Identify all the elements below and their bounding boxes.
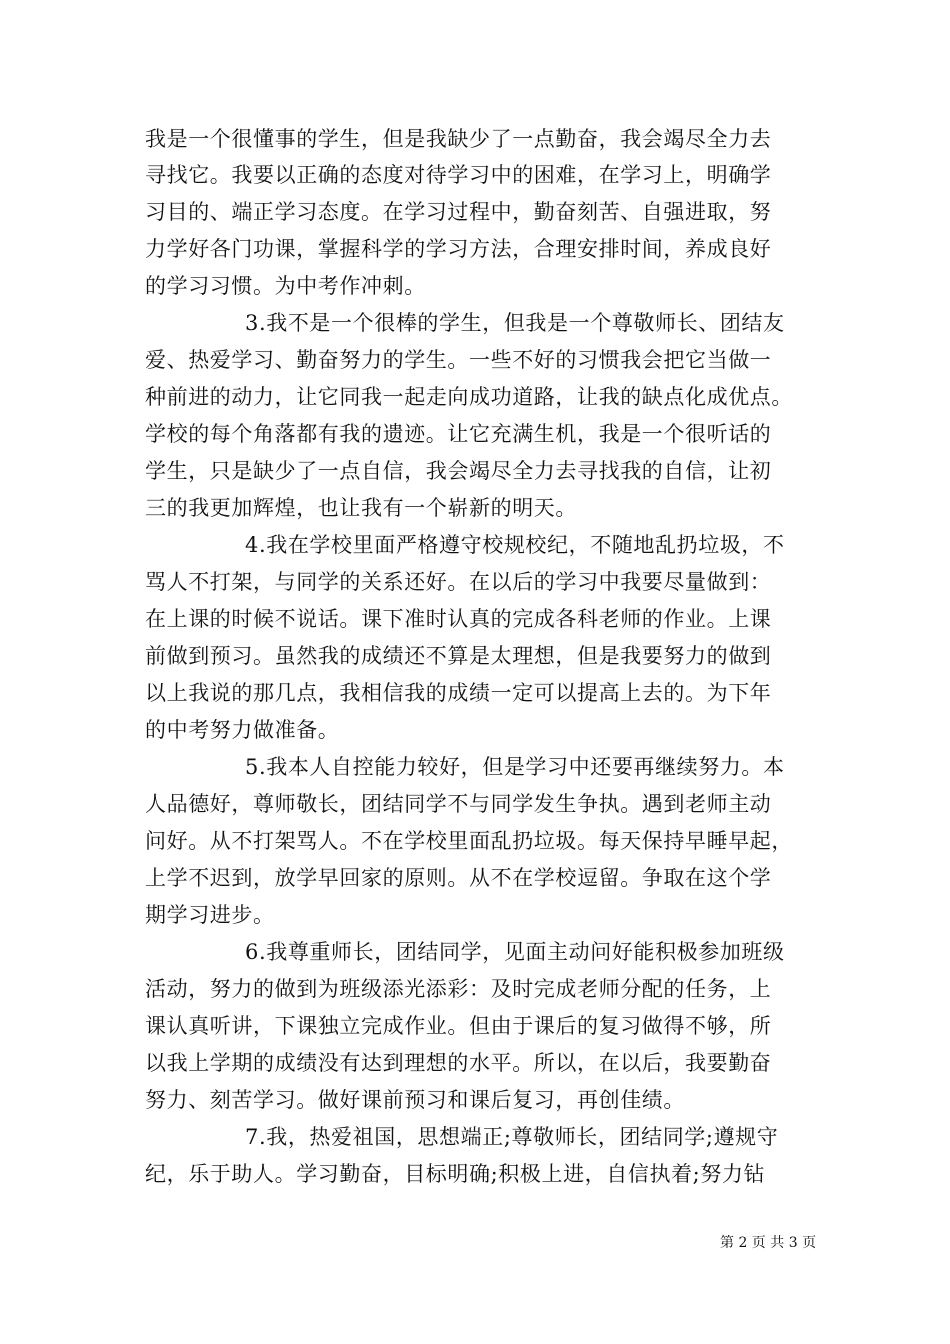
text-line: 纪，乐于助人。学习勤奋，目标明确;积极上进，自信执着;努力钻 [145, 1162, 766, 1186]
text-line: 人品德好，尊师敬长，团结同学不与同学发生争执。遇到老师主动 [145, 792, 772, 816]
text-line: 习目的、端正学习态度。在学习过程中，勤奋刻苦、自强进取，努 [145, 200, 772, 224]
text-line: 在上课的时候不说话。课下准时认真的完成各科老师的作业。上课 [145, 607, 772, 631]
text-line: 上学不迟到，放学早回家的原则。从不在学校逗留。争取在这个学 [145, 866, 772, 890]
page-number-footer: 第 2 页 共 3 页 [720, 1235, 817, 1251]
paragraph-3-first-line: 3.我不是一个很棒的学生，但我是一个尊敬师长、团结友 [245, 311, 785, 335]
text-line: 骂人不打架，与同学的关系还好。在以后的学习中我要尽量做到： [145, 570, 772, 594]
paragraph-4-first-line: 4.我在学校里面严格遵守校规校纪，不随地乱扔垃圾，不 [245, 533, 785, 557]
text-line: 活动，努力的做到为班级添光添彩：及时完成老师分配的任务，上 [145, 977, 772, 1001]
text-line: 努力、刻苦学习。做好课前预习和课后复习，再创佳绩。 [145, 1088, 685, 1112]
text-line: 我是一个很懂事的学生，但是我缺少了一点勤奋，我会竭尽全力去 [145, 127, 772, 151]
text-line: 力学好各门功课，掌握科学的学习方法，合理安排时间，养成良好 [145, 237, 772, 261]
text-line: 以上我说的那几点，我相信我的成绩一定可以提高上去的。为下年 [145, 681, 772, 705]
text-line: 问好。从不打架骂人。不在学校里面乱扔垃圾。每天保持早睡早起， [145, 829, 793, 853]
text-line: 前做到预习。虽然我的成绩还不算是太理想，但是我要努力的做到 [145, 644, 772, 668]
text-line: 课认真听讲，下课独立完成作业。但由于课后的复习做得不够，所 [145, 1014, 772, 1038]
text-line: 学校的每个角落都有我的遗迹。让它充满生机，我是一个很听话的 [145, 422, 772, 446]
text-line: 三的我更加辉煌，也让我有一个崭新的明天。 [145, 496, 577, 520]
text-line: 的学习习惯。为中考作冲刺。 [145, 274, 426, 298]
text-line: 以我上学期的成绩没有达到理想的水平。所以，在以后，我要勤奋 [145, 1051, 772, 1075]
text-line: 寻找它。我要以正确的态度对待学习中的困难，在学习上，明确学 [145, 163, 772, 187]
text-line: 学生，只是缺少了一点自信，我会竭尽全力去寻找我的自信，让初 [145, 459, 772, 483]
paragraph-5-first-line: 5.我本人自控能力较好，但是学习中还要再继续努力。本 [245, 755, 785, 779]
paragraph-7-first-line: 7.我，热爱祖国，思想端正;尊敬师长，团结同学;遵规守 [245, 1125, 779, 1149]
text-line: 种前进的动力，让它同我一起走向成功道路，让我的缺点化成优点。 [145, 385, 793, 409]
text-line: 的中考努力做准备。 [145, 718, 340, 742]
text-line: 期学习进步。 [145, 903, 275, 927]
paragraph-6-first-line: 6.我尊重师长，团结同学，见面主动问好能积极参加班级 [245, 940, 785, 964]
text-line: 爱、热爱学习、勤奋努力的学生。一些不好的习惯我会把它当做一 [145, 348, 772, 372]
